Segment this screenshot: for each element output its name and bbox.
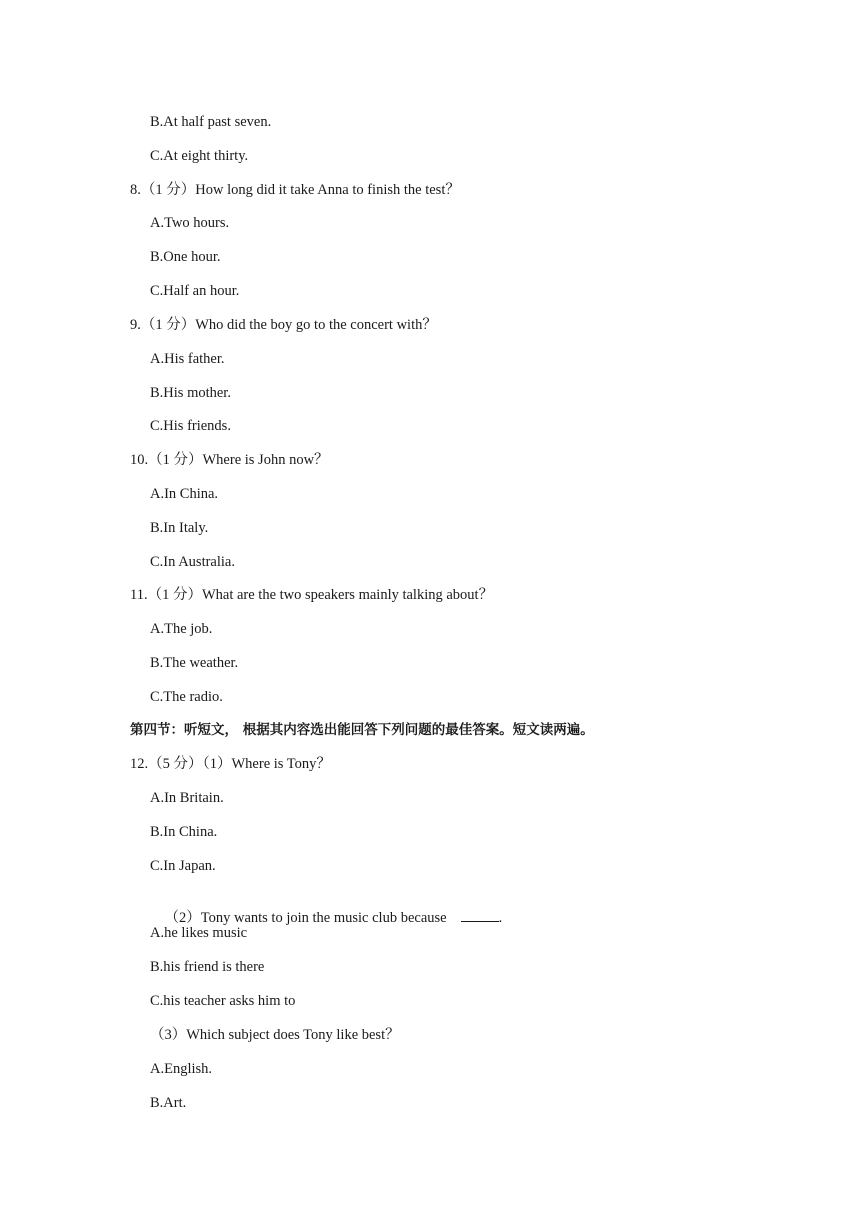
option-q11-c: C.The radio. [150,689,223,705]
question-12-2-text: （2）Tony wants to join the music club because [164,910,447,926]
section-4-heading: 第四节：听短文， 根据其内容选出能回答下列问题的最佳答案。短文读两遍。 [130,722,594,738]
option-q8-c: C.Half an hour. [150,283,240,299]
question-8: 8.（1 分）How long did it take Anna to finish the test？ [130,182,460,198]
option-q12-2-c: C.his teacher asks him to [150,993,296,1009]
option-q11-a: A.The job. [150,621,213,637]
question-12-3: （3）Which subject does Tony like best？ [150,1027,400,1043]
option-q12-1-c: C.In Japan. [150,858,216,874]
option-q7-c: C.At eight thirty. [150,148,249,164]
question-11: 11.（1 分）What are the two speakers mainly talking about？ [130,587,494,603]
option-q9-b: B.His mother. [150,385,231,401]
option-q10-c: C.In Australia. [150,554,235,570]
answer-blank [461,909,499,922]
question-12: 12.（5 分）（1）Where is Tony？ [130,756,331,772]
option-q10-b: B.In Italy. [150,520,209,536]
option-q12-1-a: A.In Britain. [150,790,224,806]
option-q8-a: A.Two hours. [150,215,230,231]
option-q12-3-a: A.English. [150,1061,213,1077]
option-q9-c: C.His friends. [150,418,231,434]
option-q12-3-b: B.Art. [150,1095,187,1111]
option-q8-b: B.One hour. [150,249,221,265]
option-q12-1-b: B.In China. [150,824,218,840]
option-q10-a: A.In China. [150,486,219,502]
question-12-2-period: . [498,910,503,926]
option-q7-b: B.At half past seven. [150,114,272,130]
option-q12-2-b: B.his friend is there [150,959,265,975]
option-q11-b: B.The weather. [150,655,239,671]
option-q9-a: A.His father. [150,351,225,367]
question-9: 9.（1 分）Who did the boy go to the concert with？ [130,317,437,333]
option-q12-2-a: A.he likes music [150,925,248,941]
question-10: 10.（1 分）Where is John now？ [130,452,329,468]
